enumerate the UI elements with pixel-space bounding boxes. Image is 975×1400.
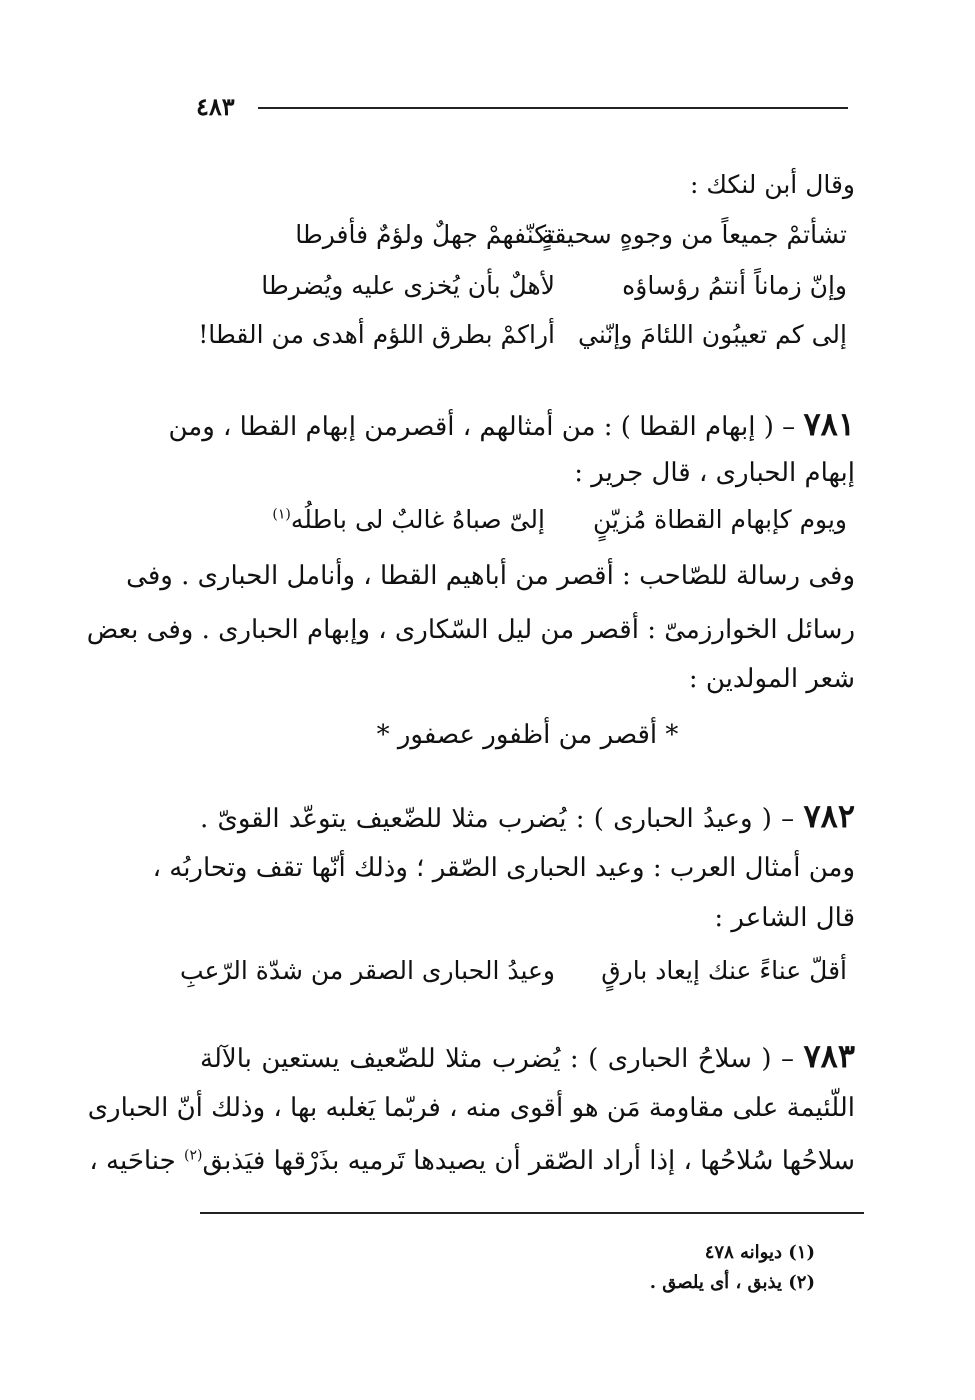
entry-782-line2: ومن أمثال العرب : وعيد الحبارى الصّقر ؛ وذلك أنّها تقف وتحاربُه ، — [152, 853, 855, 883]
footnote-2: (٢) يذبق ، أى يلصق . — [649, 1272, 815, 1293]
entry-783-line2: اللّئيمة على مقاومة مَن هو أقوى منه ، فربّما يَغلبه بها ، وذلك أنّ الحبارى — [87, 1093, 855, 1123]
entry-781-line3: وفى رسالة للصّاحب : أقصر من أباهيم القطا ، وأنامل الحبارى . وفى — [126, 561, 855, 591]
verse2-left: لأهلٌ بأن يُخزى عليه ويُضرطا — [261, 271, 555, 300]
footnote-ref-2: (٢) — [184, 1147, 203, 1164]
entry-782-line3: قال الشاعر : — [714, 903, 855, 933]
entry-781-text1: – ( إبهام القطا ) : من أمثالهم ، أقصرمن إبهام القطا ، ومن — [168, 412, 796, 442]
entry-782-number: ٧٨٢ — [803, 797, 855, 835]
verse3-right: إلى كم تعيبُون اللئامَ وإنّني — [578, 320, 847, 349]
entry-781-line5: شعر المولدين : — [688, 664, 855, 694]
footnote-1: (١) ديوانه ٤٧٨ — [704, 1242, 815, 1263]
entry-781-line2: إبهام الحبارى ، قال جرير : — [574, 458, 855, 488]
page-number: ٤٨٣ — [196, 92, 235, 121]
entry-783-line1 — [200, 1037, 856, 1075]
verse2-right: وإنّ زماناً أنتمُ رؤساؤه — [622, 271, 847, 300]
footnote-ref-1: (١) — [272, 506, 291, 523]
header-rule — [258, 107, 848, 109]
entry-781-verse-left-text: إلىّ صباهُ غالبٌ لى باطلُه — [290, 505, 545, 534]
verse1-left: تكنّفهمْ جهلٌ ولؤمٌ فأفرطا — [295, 220, 555, 249]
entry-782-line1 — [200, 797, 855, 835]
verse1-right: تشأتمْ جميعاً من وجوهٍ سحيقةٍ — [540, 220, 847, 249]
entry-781-line4: رسائل الخوارزمىّ : أقصر من ليل السّكارى ، وإبهام الحبارى . وفى بعض — [86, 615, 855, 645]
entry-781-verse-left — [265, 507, 545, 532]
entry-783-text3-end: جناحَيه ، — [89, 1146, 176, 1176]
verse3-left: أراكمْ بطرق اللؤم أهدى من القطا! — [198, 320, 555, 349]
footnote-rule — [200, 1212, 864, 1214]
entry-783-text1: – ( سلاحُ الحبارى ) : يُضرب مثلا للضّعيف يستعين بالآلة — [200, 1044, 794, 1074]
entry-782-verse-left: وعيدُ الحبارى الصقر من شدّة الرّعبِ — [180, 956, 555, 985]
entry-782-verse-right: أقلّ عناءً عنك إيعاد بارقٍ — [601, 956, 847, 985]
entry-783-number: ٧٨٣ — [803, 1037, 856, 1075]
entry-781-line1 — [168, 405, 855, 443]
entry-781-center: * أقصر من أظفور عصفور * — [376, 720, 679, 750]
intro-line: وقال أبن لنكك : — [689, 170, 855, 199]
entry-781-verse-right: ويوم كإبهام القطاة مُزيّنٍ — [593, 505, 847, 534]
entry-781-number: ٧٨١ — [803, 405, 855, 443]
entry-783-line3 — [89, 1146, 855, 1176]
entry-782-text1: – ( وعيدُ الحبارى ) : يُضرب مثلا للضّعيف يتوعّد القوىّ . — [200, 804, 795, 834]
entry-783-text3: سلاحُها سُلاحُها ، إذا أراد الصّقر أن يصيدها تَرميه بذَرْقها فيَذبق — [202, 1146, 855, 1176]
